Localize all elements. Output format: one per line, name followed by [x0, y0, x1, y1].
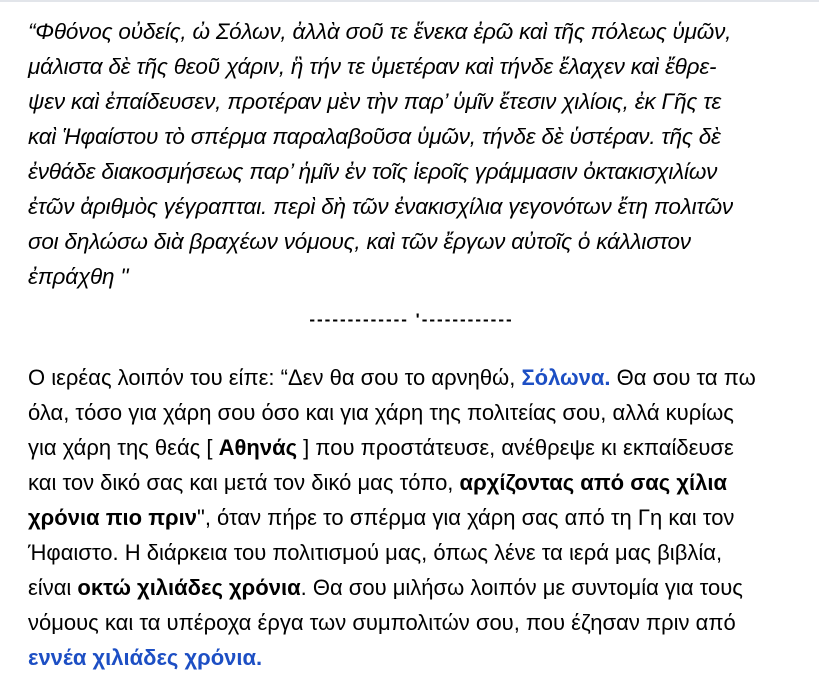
ancient-line: καὶ Ἡφαίστου τὸ σπέρμα παραλαβοῦσα ὑμῶν, τήνδε δὲ ὑστέραν. τῆς δὲ: [28, 124, 721, 149]
text-segment: Θα σου τα πω: [610, 365, 756, 390]
ancient-line: μάλιστα δὲ τῆς θεοῦ χάριν, ἣ τήν τε ὑμετέραν καὶ τήνδε ἔλαχεν καὶ ἔθρε-: [28, 54, 717, 79]
modern-greek-translation: [28, 360, 795, 675]
bold-text: αρχίζοντας από σας χίλια: [459, 470, 728, 495]
text-segment: Ήφαιστο. Η διάρκεια του πολιτισμού μας, όπως λένε τα ιερά μας βιβλία,: [28, 540, 723, 565]
highlight-blue-text: Σόλωνα.: [521, 365, 611, 390]
bold-text: Αθηνάς: [218, 435, 298, 460]
text-segment: . Θα σου μιλήσω λοιπόν με συντομία για τους: [300, 575, 743, 600]
translation-line: [28, 570, 795, 605]
translation-line: [28, 535, 795, 570]
translation-line: [28, 360, 795, 395]
ancient-line: ἐτῶν ἀριθμὸς γέγραπται. περὶ δὴ τῶν ἐνακισχίλια γεγονότων ἔτη πολιτῶν: [28, 194, 733, 219]
text-segment: ] που προστάτευσε, ανέθρεψε κι εκπαίδευσε: [297, 435, 734, 460]
translation-line: [28, 465, 795, 500]
highlight-blue-text: εννέα χιλιάδες χρόνια.: [28, 645, 263, 670]
text-segment: είναι: [28, 575, 78, 600]
translation-line: [28, 605, 795, 640]
ancient-line: ἐνθάδε διακοσμήσεως παρ’ ἡμῖν ἐν τοῖς ἱεροῖς γράμμασιν ὀκτακισχιλίων: [28, 159, 718, 184]
text-segment: Ο ιερέας λοιπόν του είπε: “Δεν θα σου το αρνηθώ,: [28, 365, 522, 390]
ancient-line: σοι δηλώσω διὰ βραχέων νόμους, καὶ τῶν ἔργων αὐτοῖς ὁ κάλλιστον: [28, 229, 691, 254]
bold-text: χρόνια πιο πριν: [28, 505, 198, 530]
text-segment: για χάρη της θεάς [: [28, 435, 219, 460]
bold-text: οκτώ χιλιάδες χρόνια: [77, 575, 301, 600]
translation-line: [28, 395, 795, 430]
ancient-greek-passage: [28, 14, 795, 294]
text-segment: ", όταν πήρε το σπέρμα για χάρη σας από τη Γη και τον: [197, 505, 735, 530]
text-segment: και τον δικό σας και μετά τον δικό μας τόπο,: [28, 470, 460, 495]
ancient-line: “Φθόνος οὐδείς, ὠ Σόλων, ἀλλὰ σοῦ τε ἕνεκα ἐρῶ καὶ τῆς πόλεως ὑμῶν,: [28, 19, 732, 44]
text-segment: όλα, τόσο για χάρη σου όσο και για χάρη της πολιτείας σου, αλλά κυρίως: [28, 400, 734, 425]
ancient-line: ψεν καὶ ἐπαίδευσεν, προτέραν μὲν τὴν παρ’ ὑμῖν ἔτεσιν χιλίοις, ἐκ Γῆς τε: [28, 89, 722, 114]
translation-line: [28, 640, 795, 675]
section-separator: ------------- '------------: [309, 310, 514, 329]
translation-line: [28, 430, 795, 465]
text-segment: νόμους και τα υπέροχα έργα των συμπολιτών σου, που έζησαν πριν από: [28, 610, 736, 635]
ancient-line: ἐπράχθη '': [28, 264, 129, 289]
translation-line: [28, 500, 795, 535]
